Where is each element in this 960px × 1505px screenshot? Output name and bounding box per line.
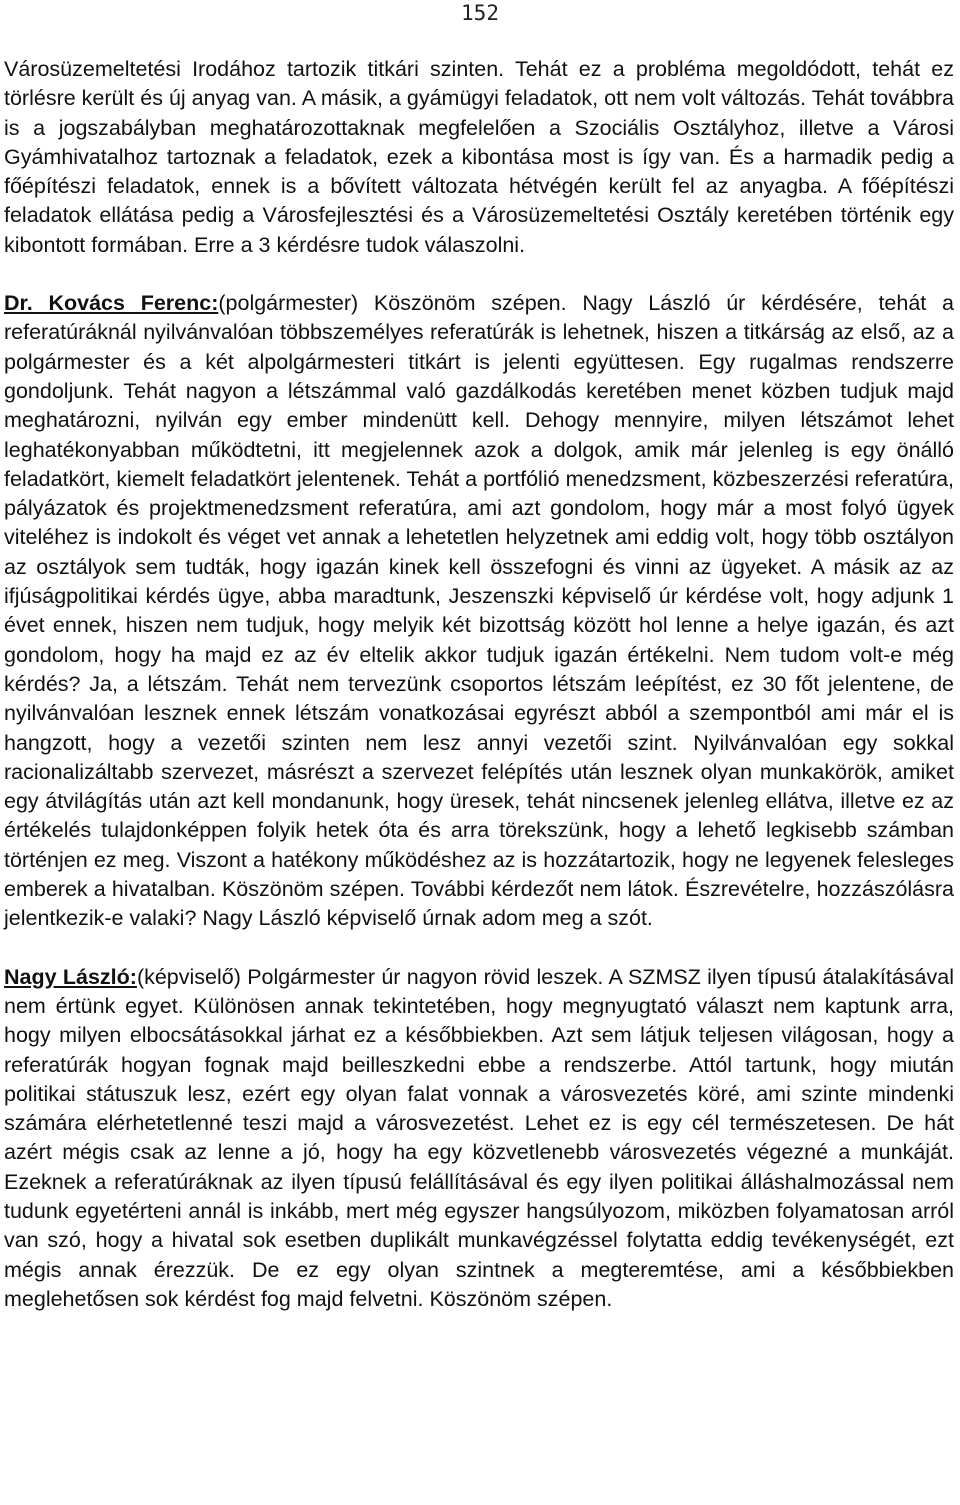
document-body xyxy=(4,55,954,1314)
paragraph-representative xyxy=(4,963,954,1315)
speaker-name: Nagy László: xyxy=(4,964,137,989)
paragraph-spacer xyxy=(4,260,954,289)
paragraph-spacer xyxy=(4,934,954,963)
speaker-text: (polgármester) Köszönöm szépen. Nagy László úr kérdésére, tehát a referatúráknál nyilvánvalóan többszemélyes referatúrák is lehetnek, hiszen a titkárság az első, az a polgármester és a két alpolgármesteri titkárt is jelenti együttesen. Egy rugalmas rendszerre gondoljunk. Tehát nagyon a létszámmal való gazdálkodás keretében menet közben tudjuk majd meghatározni, nyilván egy ember mindenütt kell. Dehogy mennyire, milyen létszámot lehet leghatékonyabban működtetni, itt megjelennek azok a dolgok, amik már jelenleg is egy önálló feladatkört, kiemelt feladatkört jelentenek. Tehát a portfólió menedzsment, közbeszerzési referatúra, pályázatok és projektmenedzsment referatúra, ami azt gondolom, hogy már a most folyó ügyek viteléhez is indokolt és véget vet annak a lehetetlen helyzetnek ami eddig volt, hogy több osztályon az osztályok sem tudták, hogy igazán kinek kell összefogni és vinni az ügyeket. A másik az az ifjúságpolitikai kérdés ügye, abba maradtunk, Jeszenszki képviselő úr kérdése volt, hogy adjunk 1 évet ennek, hiszen nem tudjuk, hogy melyik két bizottság között hol lenne a helye igazán, és azt gondolom, hogy ha majd ez az év eltelik akkor tudjuk igazán értékelni. Nem tudom volt-e még kérdés? Ja, a létszám. Tehát nem tervezünk csoportos létszám leépítést, ez 30 főt jelentene, de nyilvánvalóan lesznek ennek létszám vonatkozásai egyrészt abból a szempontból ami már el is hangzott, hogy a vezetői szinten nem lesz annyi vezetői szint. Nyilvánvalóan egy sokkal racionalizáltabb szervezet, másrészt a szervezet felépítés után lesznek olyan munkakörök, amiket egy átvilágítás után azt kell mondanunk, hogy üresek, tehát nincsenek jelenleg ellátva, illetve ez az értékelés tulajdonképpen folyik hetek óta és arra törekszünk, hogy a lehető legkisebb számban történjen ez meg. Viszont a hatékony működéshez az is hozzátartozik, hogy ne legyenek felesleges emberek a hivatalban. Köszönöm szépen. További kérdezőt nem látok. Észrevételre, hozzászólásra jelentkezik-e valaki? Nagy László képviselő úrnak adom meg a szót. xyxy=(4,291,954,931)
speaker-text: (képviselő) Polgármester úr nagyon rövid leszek. A SZMSZ ilyen típusú átalakításával nem értünk egyet. Különösen annak tekintetében, hogy megnyugtató választ nem kaptunk arra, hogy milyen elbocsátásokkal járhat ez a későbbiekben. Azt sem látjuk teljesen világosan, hogy a referatúrák hogyan fognak majd beilleszkedni ebbe a rendszerbe. Attól tartunk, hogy miután politikai státuszuk lesz, ezért egy olyan falat vonnak a városvezetés köré, ami szinte mindenki számára elérhetetlenné teszi majd a városvezetést. Lehet ez is egy cél természetesen. De hát azért mégis csak az lenne a jó, hogy ha egy közvetlenebb városvezetés végezné a munkáját. Ezeknek a referatúráknak az ilyen típusú felállításával és egy ilyen politikai álláshalmozással nem tudunk egyetérteni annál is inkább, mert még egyszer hangsúlyozom, miközben folyamatosan arról van szó, hogy a hivatal sok esetben duplikált munkavégzéssel folytatta eddig tevékenységét, ezt mégis annak érezzük. De ez egy olyan szintnek a megteremtése, ami a későbbiekben meglehetősen sok kérdést fog majd felvetni. Köszönöm szépen. xyxy=(4,964,954,1311)
paragraph-intro: Városüzemeltetési Irodához tartozik titkári szinten. Tehát ez a probléma megoldódott, tehát ez törlésre került és új anyag van. A másik, a gyámügyi feladatok, ott nem volt változás. Tehát továbbra is a jogszabályban meghatározottaknak megfelelően a Szociális Osztályhoz, illetve a Városi Gyámhivatalhoz tartoznak a feladatok, ezek a kibontása most is így van. És a harmadik pedig a főépítészi feladatok, ennek is a bővített változata hétvégén került fel az anyagba. A főépítészi feladatok ellátása pedig a Városfejlesztési és a Városüzemeltetési Osztály keretében történik egy kibontott formában. Erre a 3 kérdésre tudok válaszolni. xyxy=(4,57,954,257)
paragraph-mayor xyxy=(4,289,954,934)
speaker-name: Dr. Kovács Ferenc: xyxy=(4,291,219,316)
page-number: 152 xyxy=(461,1,499,25)
